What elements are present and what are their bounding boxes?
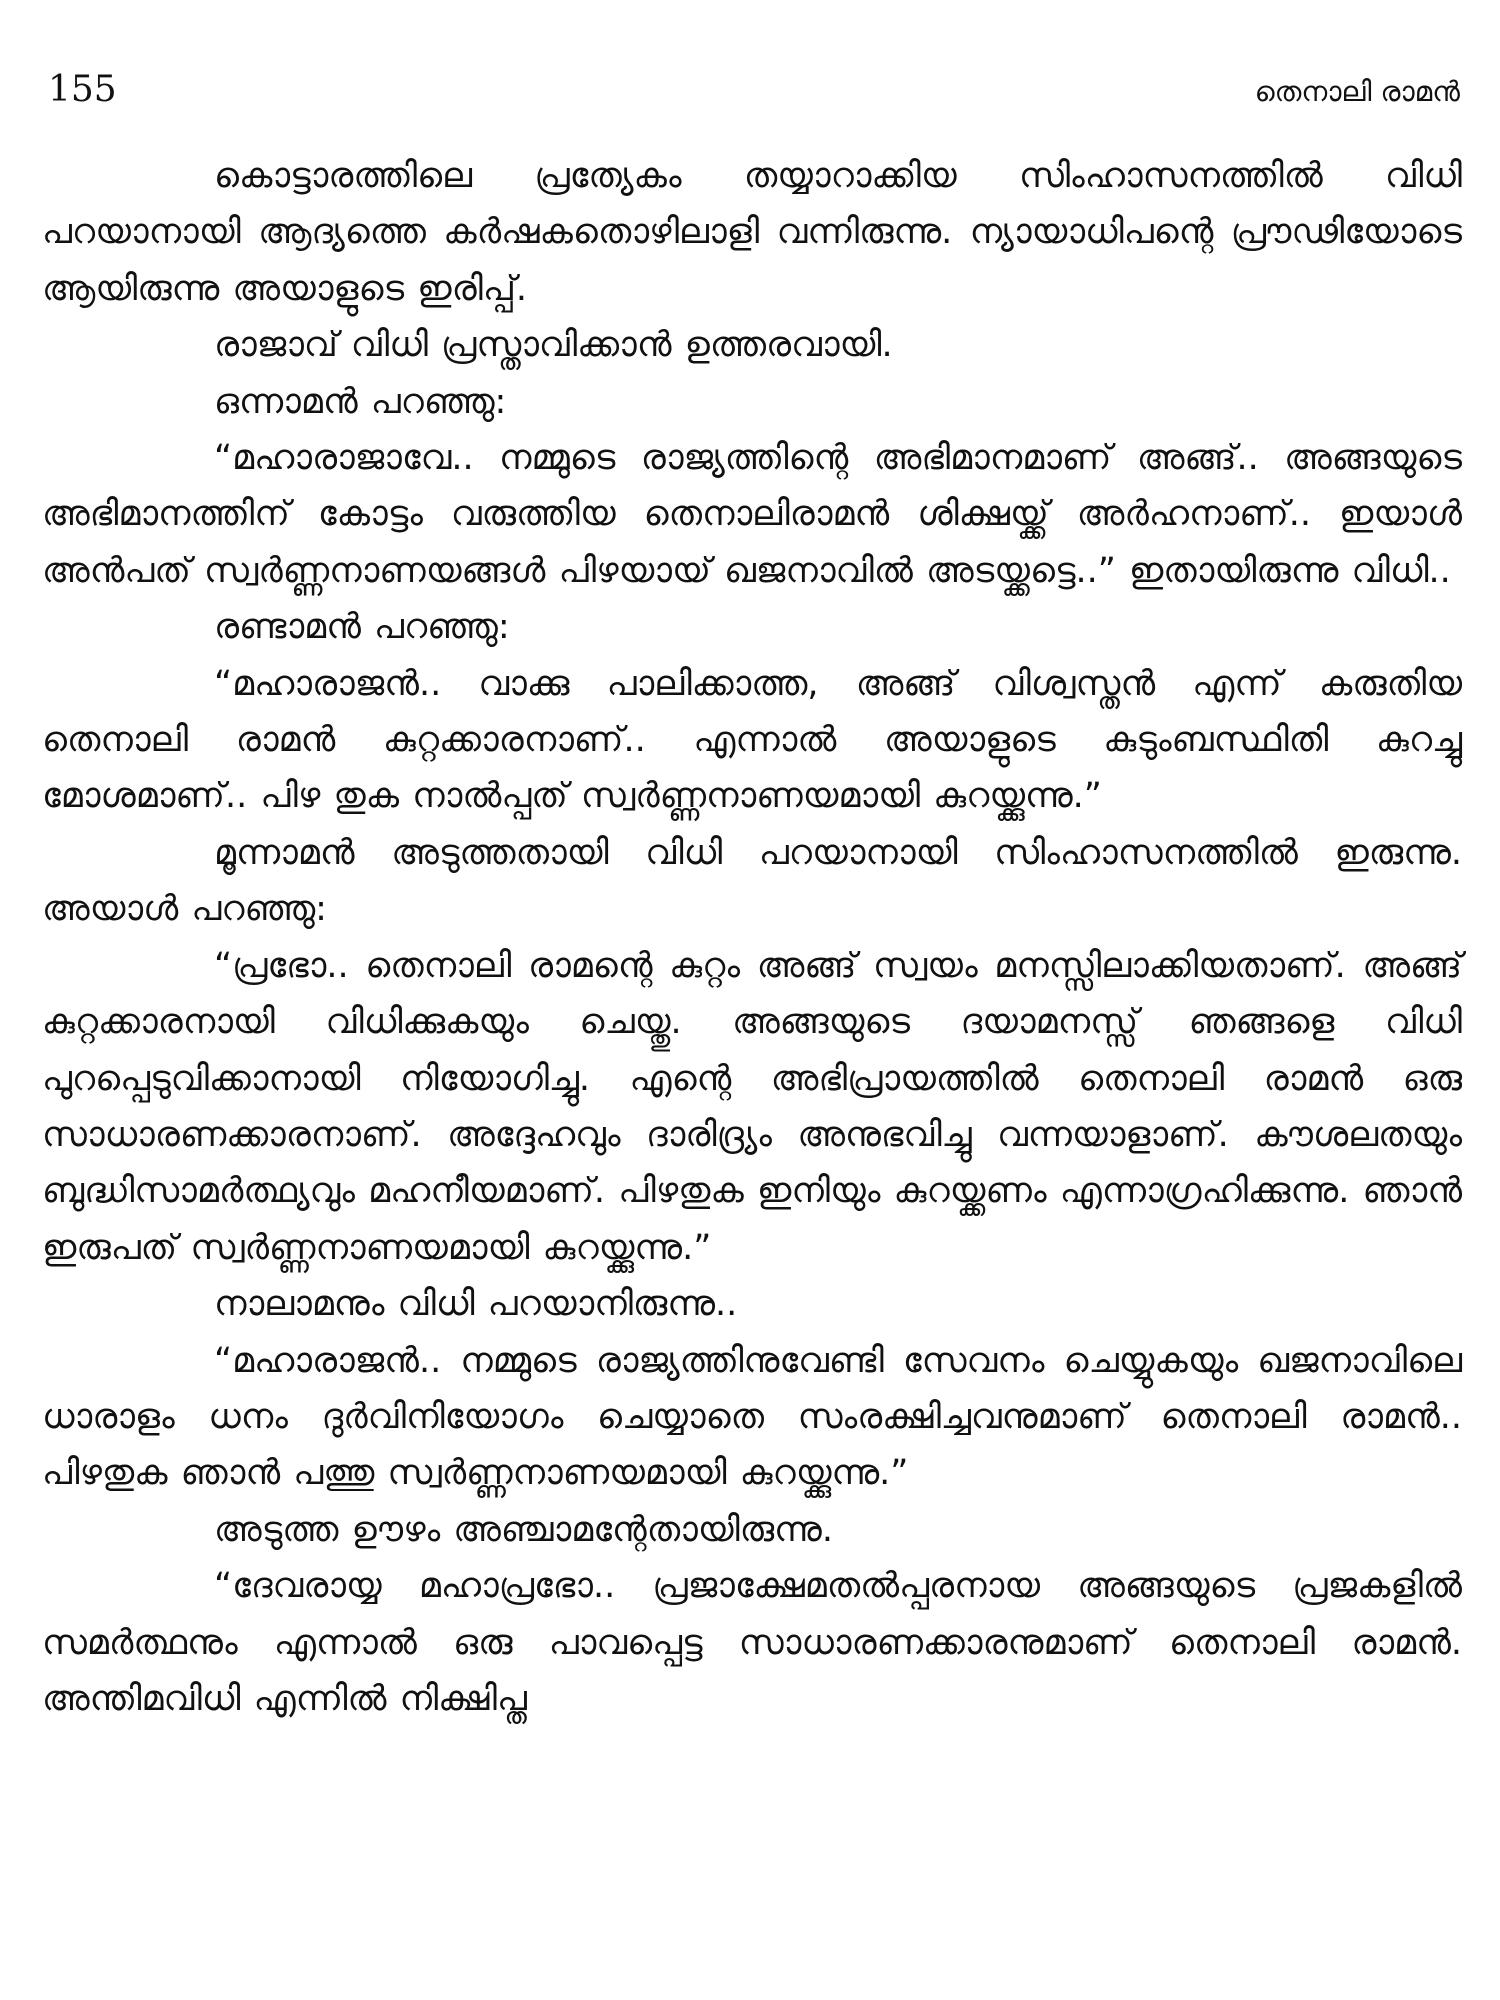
- paragraph: രണ്ടാമൻ പറഞ്ഞു:: [214, 607, 510, 648]
- running-title: തെനാലി രാമൻ: [1254, 75, 1460, 108]
- paragraph: നാലാമനും വിധി പറയാനിരുന്നു..: [214, 1284, 738, 1325]
- paragraph: “മഹാരാജാവേ.. നമ്മുടെ രാജ്യത്തിന്റെ അഭിമാനമാണ് അങ്ങ്.. അങ്ങയുടെ അഭിമാനത്തിന് കോട്ടം വരുത്തിയ തെനാലിരാമൻ ശിക്ഷയ്ക്ക് അർഹനാണ്.. ഇയാൾ അൻപത് സ്വർണ്ണനാണയങ്ങൾ പിഴയായ് ഖജനാവിൽ അടയ്ക്കട്ടെ..” ഇതായിരുന്നു വിധി..: [42, 438, 1462, 591]
- paragraph: മൂന്നാമൻ അടുത്തതായി വിധി പറയാനായി സിംഹാസനത്തിൽ ഇരുന്നു. അയാൾ പറഞ്ഞു:: [42, 832, 1462, 930]
- paragraph: രാജാവ് വിധി പ്രസ്താവിക്കാൻ ഉത്തരവായി.: [214, 325, 893, 366]
- paragraph: “ദേവരായ്യ മഹാപ്രഭോ.. പ്രജാക്ഷേമതൽപ്പരനായ അങ്ങയുടെ പ്രജകളിൽ സമർത്ഥനും എന്നാൽ ഒരു പാവപ്പെട്ട സാധാരണക്കാരനുമാണ് തെനാലി രാമൻ. അന്തിമവിധി എന്നിൽ നിക്ഷിപ്ത: [42, 1566, 1462, 1719]
- page-number: 155: [48, 69, 117, 110]
- paragraph: “പ്രഭോ.. തെനാലി രാമന്റെ കുറ്റം അങ്ങ് സ്വയം മനസ്സിലാക്കിയതാണ്. അങ്ങ് കുറ്റക്കാരനായി വിധിക്കുകയും ചെയ്തു. അങ്ങയുടെ ദയാമനസ്സ് ഞങ്ങളെ വിധി പുറപ്പെടുവിക്കാനായി നിയോഗിച്ചു. എന്റെ അഭിപ്രായത്തിൽ തെനാലി രാമൻ ഒരു സാധാരണക്കാരനാണ്. അദ്ദേഹവും ദാരിദ്ര്യം അനുഭവിച്ചു വന്നയാളാണ്. കൗശലതയും ബുദ്ധിസാമർത്ഥ്യവും മഹനീയമാണ്. പിഴതുക ഇനിയും കുറയ്ക്കണം എന്നാഗ്രഹിക്കുന്നു. ഞാൻ ഇരുപത് സ്വർണ്ണനാണയമായി കുറയ്ക്കുന്നു.”: [42, 945, 1462, 1268]
- paragraph: “മഹാരാജൻ.. വാക്കു പാലിക്കാത്ത, അങ്ങ് വിശ്വസ്തൻ എന്ന് കരുതിയ തെനാലി രാമൻ കുറ്റക്കാരനാണ്.. എന്നാൽ അയാളുടെ കുടുംബസ്ഥിതി കുറച്ചു മോശമാണ്.. പിഴ തുക നാൽപ്പത് സ്വർണ്ണനാണയമായി കുറയ്ക്കുന്നു.”: [42, 663, 1462, 817]
- paragraph: “മഹാരാജൻ.. നമ്മുടെ രാജ്യത്തിനുവേണ്ടി സേവനം ചെയ്യുകയും ഖജനാവിലെ ധാരാളം ധനം ദുർവിനിയോഗം ചെയ്യാതെ സംരക്ഷിച്ചവനുമാണ് തെനാലി രാമൻ.. പിഴതുക ഞാൻ പത്തു സ്വർണ്ണനാണയമായി കുറയ്ക്കുന്നു.”: [42, 1340, 1462, 1494]
- paragraph: കൊട്ടാരത്തിലെ പ്രത്യേകം തയ്യാറാക്കിയ സിംഹാസനത്തിൽ വിധി പറയാനായി ആദ്യത്തെ കർഷകതൊഴിലാളി വന്നിരുന്നു. ന്യായാധിപന്റെ പ്രൗഢിയോടെ ആയിരുന്നു അയാളുടെ ഇരിപ്പ്.: [42, 156, 1462, 309]
- paragraph: അടുത്ത ഊഴം അഞ്ചാമന്റേതായിരുന്നു.: [214, 1509, 833, 1550]
- body-text: [42, 148, 1462, 1727]
- paragraph: ഒന്നാമൻ പറഞ്ഞു:: [214, 381, 507, 422]
